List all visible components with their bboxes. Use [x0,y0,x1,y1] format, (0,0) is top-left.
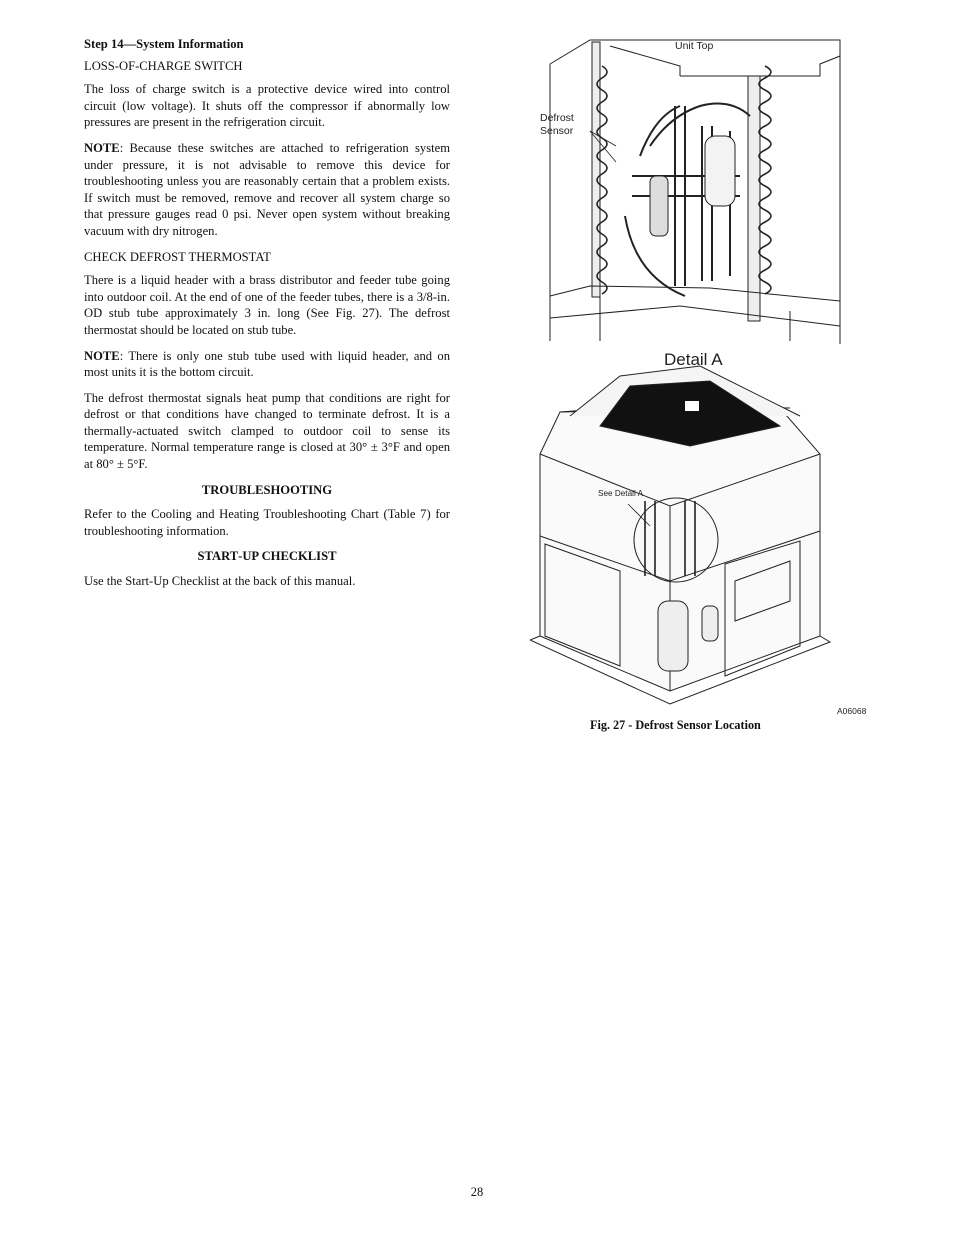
defrost-sensor-label: Defrost Sensor [540,112,574,137]
troubleshooting-paragraph: Refer to the Cooling and Heating Troubleshooting Chart (Table 7) for troubleshooting information. [84,507,450,538]
rooftop-unit-drawing [530,366,830,704]
loss-of-charge-paragraph: The loss of charge switch is a protective device wired into control circuit (low voltage). It shuts off the compressor if abnormally low pressures are present in the refrigeration circuit. [84,82,450,130]
startup-checklist-heading: START‑UP CHECKLIST [197,549,337,564]
defrost-signal-paragraph: The defrost thermostat signals heat pump that conditions are right for defrost or that conditions have changed to terminate defrost. It is a thermally‑actuated switch clamped to outdoor coil to sense its temperature. Normal temperature range is closed at 30° ± 3°F and open at 80° ± 5°F. [84,390,450,472]
note-text: : Because these switches are attached to refrigeration system under pressure, it is not advisable to remove this device for troubleshooting unless you are reasonably certain that a problem exists. If switch must be removed, remove and recover all system charge so that pressure gauges read 0 psi. Never open system without breaking vacuum with dry nitrogen. [84,140,450,238]
loss-of-charge-heading: LOSS‑OF‑CHARGE SWITCH [84,58,243,73]
detail-a-coil-drawing [550,40,840,344]
detail-a-label: Detail A [664,350,723,369]
note-label: NOTE [84,140,120,155]
unit-top-label: Unit Top [675,40,714,52]
troubleshooting-heading: TROUBLESHOOTING [201,482,333,497]
see-detail-a-label: See Detail A [598,489,644,498]
defrost-sensor-illustration [530,36,875,736]
note-text: : There is only one stub tube used with liquid header, and on most units it is the bottom circuit. [84,348,450,380]
note-label: NOTE [84,348,120,363]
figure-caption: Fig. 27 ‑ Defrost Sensor Location [590,718,761,732]
defrost-sensor-figure [530,36,875,736]
defrost-thermostat-heading: CHECK DEFROST THERMOSTAT [84,249,271,264]
figure-code: A06068 [837,706,867,716]
text-column [84,36,450,599]
page-number: 28 [470,1185,484,1199]
defrost-thermostat-paragraph: There is a liquid header with a brass distributor and feeder tube going into outdoor coil. At the end of one of the feeder tubes, there is a 3/8‑in. OD stub tube approximately 3 in. long (See Fig. 27). The defrost thermostat should be located on stub tube. [84,273,450,337]
note-paragraph-1 [84,140,450,240]
step-title: Step 14—System Information [84,37,244,51]
note-paragraph-2 [84,348,450,381]
startup-checklist-paragraph: Use the Start‑Up Checklist at the back of this manual. [84,574,356,589]
